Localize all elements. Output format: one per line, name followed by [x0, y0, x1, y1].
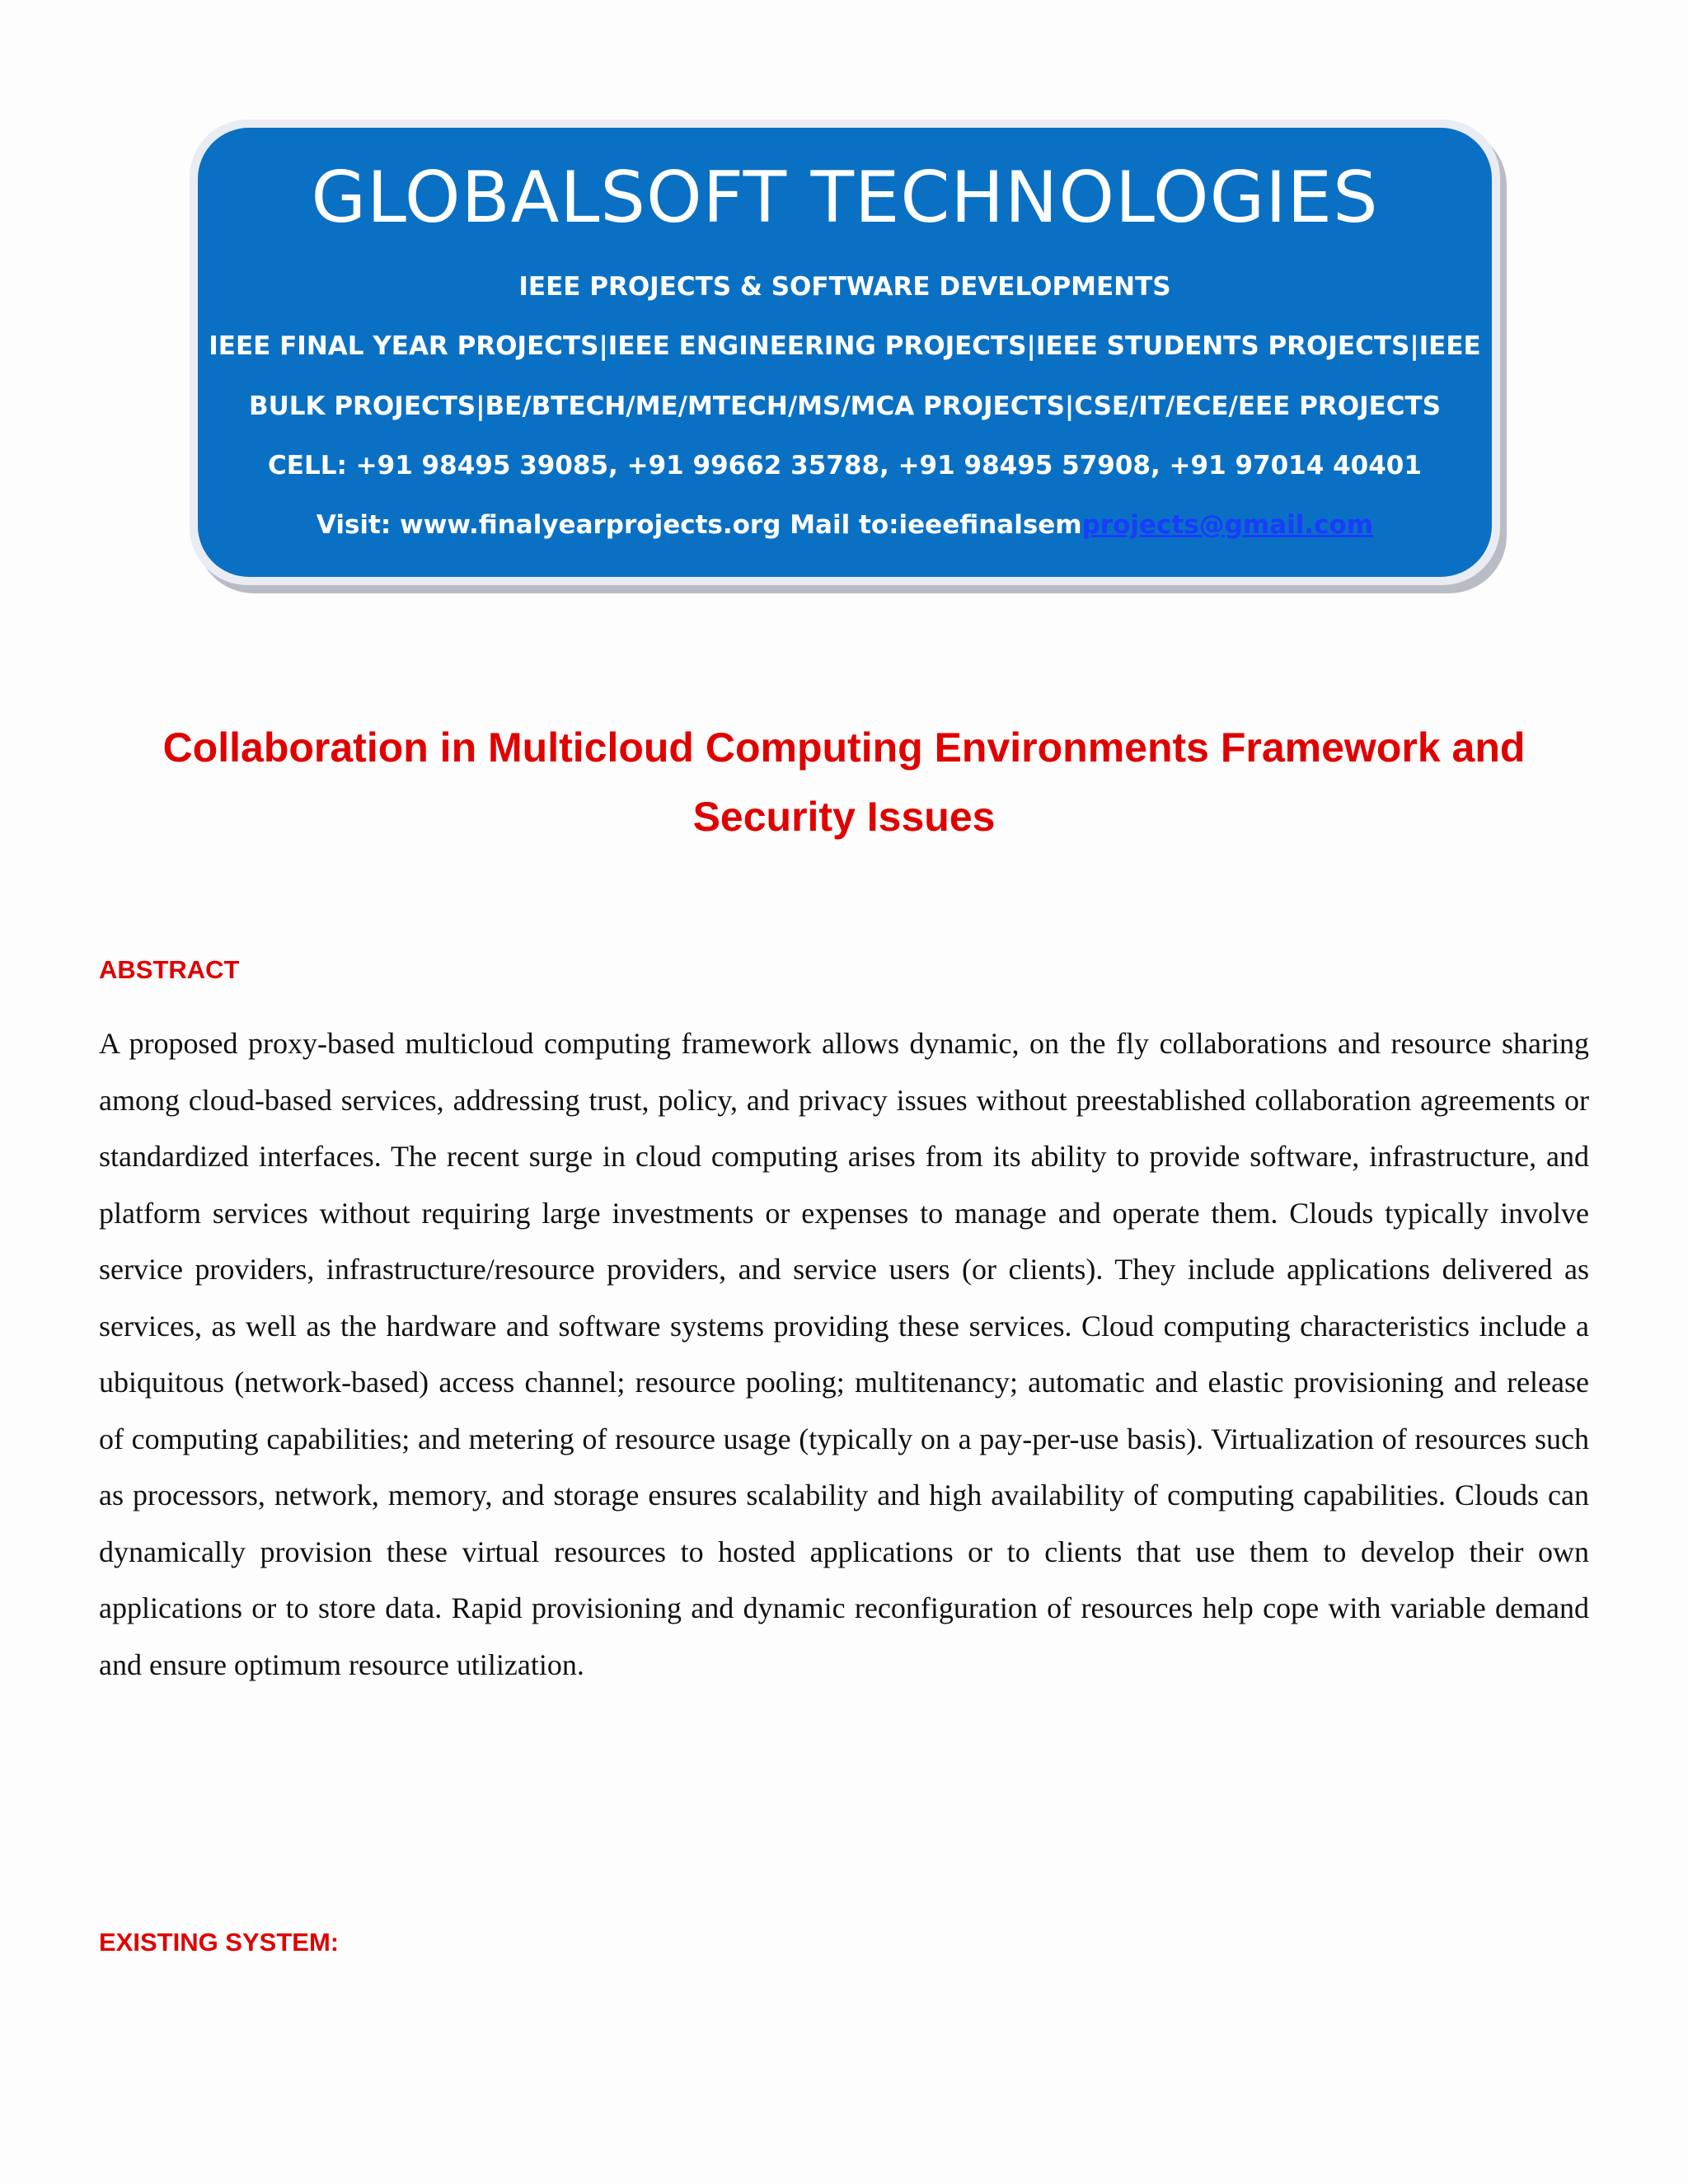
- visit-mail-line: [198, 510, 1492, 541]
- projects-line-2: BULK PROJECTS|BE/BTECH/ME/MTECH/MS/MCA PROJECTS|CSE/IT/ECE/EEE PROJECTS: [248, 391, 1442, 421]
- abstract-paragraph: A proposed proxy-based multicloud computing framework allows dynamic, on the fly collaborations and resource sharing among cloud-based services, addressing trust, policy, and privacy issues without preestablished collaboration agreements or standardized interfaces. The recent surge in cloud computing arises from its ability to provide software, infrastructure, and platform services without requiring large investments or expenses to manage and operate them. Clouds typically involve service providers, infrastructure/resource providers, and service users (or clients). They include applications delivered as services, as well as the hardware and software systems providing these services. Cloud computing characteristics include a ubiquitous (network-based) access channel; resource pooling; multitenancy; automatic and elastic provisioning and release of computing capabilities; and metering of resource usage (typically on a pay-per-use basis). Virtualization of resources such as processors, network, memory, and storage ensures scalability and high availability of computing capabilities. Clouds can dynamically provision these virtual resources to hosted applications or to clients that use them to develop their own applications or to store data. Rapid provisioning and dynamic reconfiguration of resources help cope with variable demand and ensure optimum resource utilization.: [99, 1027, 1589, 1681]
- abstract-heading: ABSTRACT: [99, 955, 240, 984]
- existing-system-heading: EXISTING SYSTEM:: [99, 1928, 340, 1957]
- company-name: GLOBALSOFT TECHNOLOGIES: [311, 157, 1379, 239]
- document-title: Collaboration in Multicloud Computing Environments Framework and Security Issues: [162, 724, 1526, 840]
- contact-phone-numbers: CELL: +91 98495 39085, +91 99662 35788, +91 98495 57908, +91 97014 40401: [268, 451, 1422, 480]
- email-link[interactable]: projects@gmail.com: [1081, 510, 1374, 540]
- visit-mail-text: Visit: www.finalyearprojects.org Mail to:ieeefinalsem: [316, 510, 1082, 540]
- header-banner: [198, 128, 1492, 577]
- tagline: IEEE PROJECTS & SOFTWARE DEVELOPMENTS: [518, 272, 1171, 302]
- projects-line-1: IEEE FINAL YEAR PROJECTS|IEEE ENGINEERING PROJECTS|IEEE STUDENTS PROJECTS|IEEE: [209, 331, 1481, 361]
